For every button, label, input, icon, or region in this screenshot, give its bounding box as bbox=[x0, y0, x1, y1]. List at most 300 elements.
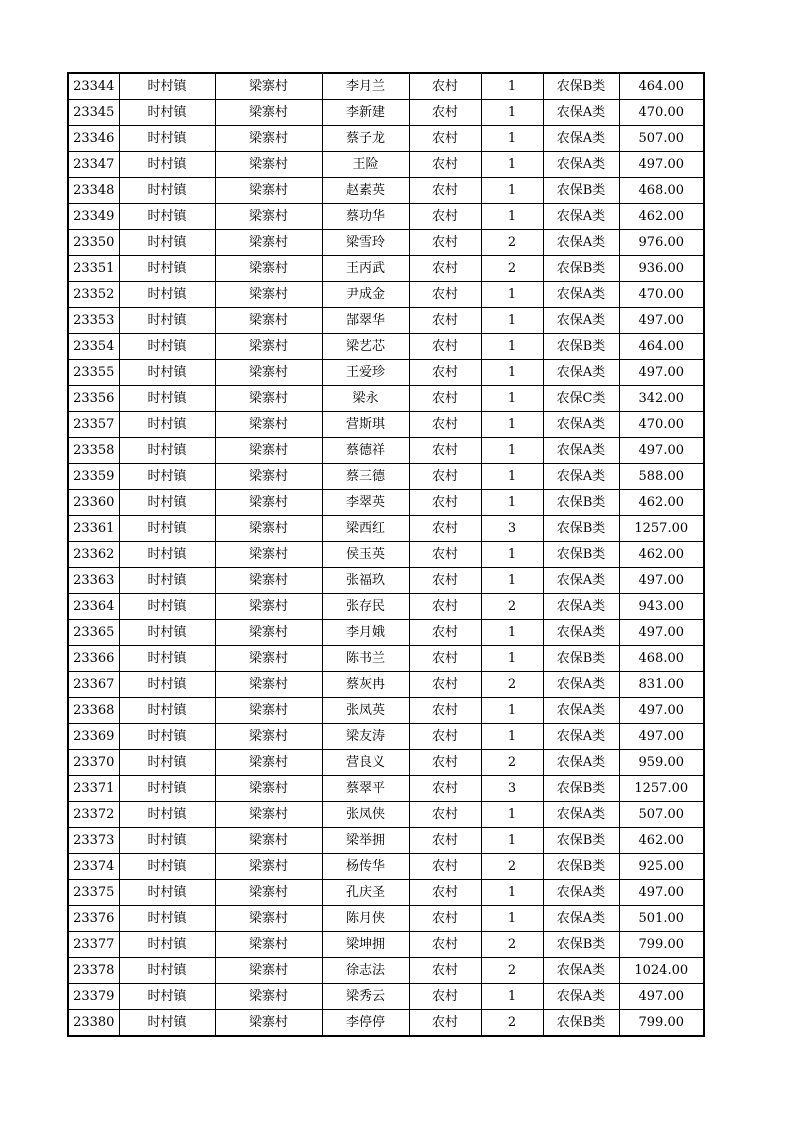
town-cell: 时村镇 bbox=[119, 932, 215, 958]
town-cell: 时村镇 bbox=[119, 178, 215, 204]
village-cell: 梁寨村 bbox=[215, 256, 322, 282]
record-id-cell: 23344 bbox=[68, 73, 119, 100]
name-cell: 营良义 bbox=[322, 750, 409, 776]
village-cell: 梁寨村 bbox=[215, 360, 322, 386]
town-cell: 时村镇 bbox=[119, 152, 215, 178]
name-cell: 蔡功华 bbox=[322, 204, 409, 230]
area-type-cell: 农村 bbox=[409, 854, 481, 880]
name-cell: 梁艺芯 bbox=[322, 334, 409, 360]
household-size-cell: 1 bbox=[481, 282, 543, 308]
household-size-cell: 1 bbox=[481, 308, 543, 334]
household-size-cell: 2 bbox=[481, 230, 543, 256]
area-type-cell: 农村 bbox=[409, 334, 481, 360]
amount-cell: 497.00 bbox=[619, 438, 704, 464]
name-cell: 张凤英 bbox=[322, 698, 409, 724]
table-row bbox=[68, 620, 704, 646]
table-row bbox=[68, 1010, 704, 1037]
area-type-cell: 农村 bbox=[409, 932, 481, 958]
name-cell: 李新建 bbox=[322, 100, 409, 126]
town-cell: 时村镇 bbox=[119, 73, 215, 100]
area-type-cell: 农村 bbox=[409, 880, 481, 906]
household-size-cell: 2 bbox=[481, 932, 543, 958]
area-type-cell: 农村 bbox=[409, 412, 481, 438]
table-row bbox=[68, 568, 704, 594]
town-cell: 时村镇 bbox=[119, 126, 215, 152]
name-cell: 陈书兰 bbox=[322, 646, 409, 672]
village-cell: 梁寨村 bbox=[215, 230, 322, 256]
town-cell: 时村镇 bbox=[119, 282, 215, 308]
table-row bbox=[68, 334, 704, 360]
insurance-category-cell: 农保A类 bbox=[543, 672, 619, 698]
record-id-cell: 23354 bbox=[68, 334, 119, 360]
town-cell: 时村镇 bbox=[119, 906, 215, 932]
table-row bbox=[68, 958, 704, 984]
town-cell: 时村镇 bbox=[119, 542, 215, 568]
amount-cell: 497.00 bbox=[619, 698, 704, 724]
household-size-cell: 1 bbox=[481, 152, 543, 178]
town-cell: 时村镇 bbox=[119, 594, 215, 620]
table-row bbox=[68, 100, 704, 126]
village-cell: 梁寨村 bbox=[215, 464, 322, 490]
household-size-cell: 2 bbox=[481, 854, 543, 880]
amount-cell: 470.00 bbox=[619, 412, 704, 438]
name-cell: 郜翠华 bbox=[322, 308, 409, 334]
insurance-category-cell: 农保B类 bbox=[543, 776, 619, 802]
table-row bbox=[68, 776, 704, 802]
village-cell: 梁寨村 bbox=[215, 516, 322, 542]
village-cell: 梁寨村 bbox=[215, 568, 322, 594]
amount-cell: 497.00 bbox=[619, 880, 704, 906]
insurance-category-cell: 农保B类 bbox=[543, 854, 619, 880]
name-cell: 李月娥 bbox=[322, 620, 409, 646]
amount-cell: 462.00 bbox=[619, 204, 704, 230]
name-cell: 李停停 bbox=[322, 1010, 409, 1037]
table-body bbox=[68, 73, 704, 1036]
name-cell: 徐志法 bbox=[322, 958, 409, 984]
amount-cell: 507.00 bbox=[619, 126, 704, 152]
table-row bbox=[68, 724, 704, 750]
household-size-cell: 1 bbox=[481, 646, 543, 672]
amount-cell: 959.00 bbox=[619, 750, 704, 776]
insurance-category-cell: 农保B类 bbox=[543, 73, 619, 100]
insurance-category-cell: 农保A类 bbox=[543, 958, 619, 984]
name-cell: 蔡翠平 bbox=[322, 776, 409, 802]
insurance-category-cell: 农保B类 bbox=[543, 932, 619, 958]
record-id-cell: 23367 bbox=[68, 672, 119, 698]
amount-cell: 470.00 bbox=[619, 100, 704, 126]
record-id-cell: 23370 bbox=[68, 750, 119, 776]
village-cell: 梁寨村 bbox=[215, 854, 322, 880]
insurance-category-cell: 农保A类 bbox=[543, 230, 619, 256]
amount-cell: 507.00 bbox=[619, 802, 704, 828]
household-size-cell: 1 bbox=[481, 698, 543, 724]
town-cell: 时村镇 bbox=[119, 308, 215, 334]
name-cell: 孔庆圣 bbox=[322, 880, 409, 906]
name-cell: 陈月侠 bbox=[322, 906, 409, 932]
village-cell: 梁寨村 bbox=[215, 802, 322, 828]
name-cell: 王爱珍 bbox=[322, 360, 409, 386]
area-type-cell: 农村 bbox=[409, 516, 481, 542]
town-cell: 时村镇 bbox=[119, 1010, 215, 1037]
table-row bbox=[68, 178, 704, 204]
name-cell: 杨传华 bbox=[322, 854, 409, 880]
town-cell: 时村镇 bbox=[119, 568, 215, 594]
area-type-cell: 农村 bbox=[409, 204, 481, 230]
area-type-cell: 农村 bbox=[409, 256, 481, 282]
town-cell: 时村镇 bbox=[119, 464, 215, 490]
record-id-cell: 23351 bbox=[68, 256, 119, 282]
table-row bbox=[68, 386, 704, 412]
amount-cell: 1257.00 bbox=[619, 516, 704, 542]
record-id-cell: 23373 bbox=[68, 828, 119, 854]
record-id-cell: 23366 bbox=[68, 646, 119, 672]
record-id-cell: 23363 bbox=[68, 568, 119, 594]
amount-cell: 497.00 bbox=[619, 152, 704, 178]
record-id-cell: 23359 bbox=[68, 464, 119, 490]
name-cell: 蔡子龙 bbox=[322, 126, 409, 152]
area-type-cell: 农村 bbox=[409, 490, 481, 516]
village-cell: 梁寨村 bbox=[215, 204, 322, 230]
town-cell: 时村镇 bbox=[119, 490, 215, 516]
area-type-cell: 农村 bbox=[409, 282, 481, 308]
area-type-cell: 农村 bbox=[409, 100, 481, 126]
amount-cell: 497.00 bbox=[619, 724, 704, 750]
village-cell: 梁寨村 bbox=[215, 490, 322, 516]
household-size-cell: 3 bbox=[481, 776, 543, 802]
town-cell: 时村镇 bbox=[119, 802, 215, 828]
amount-cell: 936.00 bbox=[619, 256, 704, 282]
area-type-cell: 农村 bbox=[409, 542, 481, 568]
amount-cell: 588.00 bbox=[619, 464, 704, 490]
area-type-cell: 农村 bbox=[409, 750, 481, 776]
area-type-cell: 农村 bbox=[409, 126, 481, 152]
town-cell: 时村镇 bbox=[119, 984, 215, 1010]
village-cell: 梁寨村 bbox=[215, 698, 322, 724]
area-type-cell: 农村 bbox=[409, 568, 481, 594]
household-size-cell: 1 bbox=[481, 178, 543, 204]
name-cell: 蔡灰冉 bbox=[322, 672, 409, 698]
village-cell: 梁寨村 bbox=[215, 958, 322, 984]
village-cell: 梁寨村 bbox=[215, 1010, 322, 1037]
household-size-cell: 1 bbox=[481, 204, 543, 230]
town-cell: 时村镇 bbox=[119, 776, 215, 802]
insurance-category-cell: 农保B类 bbox=[543, 542, 619, 568]
name-cell: 张福玖 bbox=[322, 568, 409, 594]
village-cell: 梁寨村 bbox=[215, 646, 322, 672]
household-size-cell: 1 bbox=[481, 73, 543, 100]
name-cell: 李翠英 bbox=[322, 490, 409, 516]
amount-cell: 464.00 bbox=[619, 334, 704, 360]
household-size-cell: 1 bbox=[481, 542, 543, 568]
village-cell: 梁寨村 bbox=[215, 152, 322, 178]
village-cell: 梁寨村 bbox=[215, 880, 322, 906]
record-id-cell: 23374 bbox=[68, 854, 119, 880]
name-cell: 梁秀云 bbox=[322, 984, 409, 1010]
village-cell: 梁寨村 bbox=[215, 126, 322, 152]
name-cell: 赵素英 bbox=[322, 178, 409, 204]
record-id-cell: 23364 bbox=[68, 594, 119, 620]
table-row bbox=[68, 490, 704, 516]
insurance-category-cell: 农保A类 bbox=[543, 620, 619, 646]
area-type-cell: 农村 bbox=[409, 776, 481, 802]
village-cell: 梁寨村 bbox=[215, 178, 322, 204]
town-cell: 时村镇 bbox=[119, 516, 215, 542]
town-cell: 时村镇 bbox=[119, 880, 215, 906]
amount-cell: 831.00 bbox=[619, 672, 704, 698]
area-type-cell: 农村 bbox=[409, 360, 481, 386]
amount-cell: 462.00 bbox=[619, 542, 704, 568]
insurance-category-cell: 农保A类 bbox=[543, 126, 619, 152]
table-row bbox=[68, 516, 704, 542]
name-cell: 侯玉英 bbox=[322, 542, 409, 568]
record-id-cell: 23379 bbox=[68, 984, 119, 1010]
town-cell: 时村镇 bbox=[119, 672, 215, 698]
name-cell: 梁西红 bbox=[322, 516, 409, 542]
town-cell: 时村镇 bbox=[119, 256, 215, 282]
household-size-cell: 1 bbox=[481, 620, 543, 646]
record-id-cell: 23378 bbox=[68, 958, 119, 984]
village-cell: 梁寨村 bbox=[215, 828, 322, 854]
amount-cell: 925.00 bbox=[619, 854, 704, 880]
area-type-cell: 农村 bbox=[409, 620, 481, 646]
record-id-cell: 23347 bbox=[68, 152, 119, 178]
table-row bbox=[68, 646, 704, 672]
table-row bbox=[68, 308, 704, 334]
town-cell: 时村镇 bbox=[119, 438, 215, 464]
amount-cell: 501.00 bbox=[619, 906, 704, 932]
area-type-cell: 农村 bbox=[409, 724, 481, 750]
name-cell: 营斯琪 bbox=[322, 412, 409, 438]
record-id-cell: 23369 bbox=[68, 724, 119, 750]
town-cell: 时村镇 bbox=[119, 698, 215, 724]
insurance-category-cell: 农保A类 bbox=[543, 204, 619, 230]
name-cell: 蔡三德 bbox=[322, 464, 409, 490]
household-size-cell: 1 bbox=[481, 100, 543, 126]
name-cell: 蔡德祥 bbox=[322, 438, 409, 464]
table-row bbox=[68, 542, 704, 568]
table-row bbox=[68, 73, 704, 100]
household-size-cell: 1 bbox=[481, 438, 543, 464]
record-id-cell: 23353 bbox=[68, 308, 119, 334]
village-cell: 梁寨村 bbox=[215, 906, 322, 932]
name-cell: 李月兰 bbox=[322, 73, 409, 100]
table-row bbox=[68, 828, 704, 854]
record-id-cell: 23357 bbox=[68, 412, 119, 438]
town-cell: 时村镇 bbox=[119, 412, 215, 438]
household-size-cell: 1 bbox=[481, 568, 543, 594]
insurance-category-cell: 农保A类 bbox=[543, 308, 619, 334]
insurance-category-cell: 农保A类 bbox=[543, 438, 619, 464]
insurance-category-cell: 农保B类 bbox=[543, 256, 619, 282]
village-cell: 梁寨村 bbox=[215, 386, 322, 412]
record-id-cell: 23375 bbox=[68, 880, 119, 906]
table-row bbox=[68, 204, 704, 230]
insurance-category-cell: 农保B类 bbox=[543, 490, 619, 516]
household-size-cell: 1 bbox=[481, 334, 543, 360]
amount-cell: 1024.00 bbox=[619, 958, 704, 984]
record-id-cell: 23345 bbox=[68, 100, 119, 126]
town-cell: 时村镇 bbox=[119, 750, 215, 776]
household-size-cell: 1 bbox=[481, 464, 543, 490]
village-cell: 梁寨村 bbox=[215, 308, 322, 334]
household-size-cell: 2 bbox=[481, 672, 543, 698]
insurance-category-cell: 农保A类 bbox=[543, 802, 619, 828]
area-type-cell: 农村 bbox=[409, 438, 481, 464]
town-cell: 时村镇 bbox=[119, 230, 215, 256]
village-cell: 梁寨村 bbox=[215, 542, 322, 568]
household-size-cell: 1 bbox=[481, 828, 543, 854]
village-cell: 梁寨村 bbox=[215, 932, 322, 958]
household-size-cell: 1 bbox=[481, 490, 543, 516]
insurance-category-cell: 农保B类 bbox=[543, 516, 619, 542]
town-cell: 时村镇 bbox=[119, 334, 215, 360]
name-cell: 梁举拥 bbox=[322, 828, 409, 854]
village-cell: 梁寨村 bbox=[215, 750, 322, 776]
household-size-cell: 1 bbox=[481, 802, 543, 828]
household-size-cell: 2 bbox=[481, 256, 543, 282]
household-size-cell: 2 bbox=[481, 750, 543, 776]
village-cell: 梁寨村 bbox=[215, 73, 322, 100]
household-size-cell: 1 bbox=[481, 386, 543, 412]
table-row bbox=[68, 698, 704, 724]
village-cell: 梁寨村 bbox=[215, 594, 322, 620]
table-row bbox=[68, 256, 704, 282]
area-type-cell: 农村 bbox=[409, 672, 481, 698]
table-row bbox=[68, 464, 704, 490]
record-id-cell: 23355 bbox=[68, 360, 119, 386]
town-cell: 时村镇 bbox=[119, 958, 215, 984]
insurance-category-cell: 农保A类 bbox=[543, 360, 619, 386]
village-cell: 梁寨村 bbox=[215, 100, 322, 126]
insurance-category-cell: 农保A类 bbox=[543, 568, 619, 594]
amount-cell: 497.00 bbox=[619, 360, 704, 386]
household-size-cell: 3 bbox=[481, 516, 543, 542]
record-id-cell: 23349 bbox=[68, 204, 119, 230]
insurance-category-cell: 农保B类 bbox=[543, 646, 619, 672]
amount-cell: 799.00 bbox=[619, 932, 704, 958]
insurance-category-cell: 农保A类 bbox=[543, 906, 619, 932]
table-row bbox=[68, 152, 704, 178]
area-type-cell: 农村 bbox=[409, 230, 481, 256]
area-type-cell: 农村 bbox=[409, 698, 481, 724]
name-cell: 张存民 bbox=[322, 594, 409, 620]
area-type-cell: 农村 bbox=[409, 594, 481, 620]
area-type-cell: 农村 bbox=[409, 178, 481, 204]
table-row bbox=[68, 906, 704, 932]
household-size-cell: 1 bbox=[481, 984, 543, 1010]
name-cell: 梁永 bbox=[322, 386, 409, 412]
record-id-cell: 23377 bbox=[68, 932, 119, 958]
name-cell: 王丙武 bbox=[322, 256, 409, 282]
area-type-cell: 农村 bbox=[409, 828, 481, 854]
area-type-cell: 农村 bbox=[409, 958, 481, 984]
household-size-cell: 1 bbox=[481, 360, 543, 386]
insurance-category-cell: 农保A类 bbox=[543, 152, 619, 178]
village-cell: 梁寨村 bbox=[215, 334, 322, 360]
town-cell: 时村镇 bbox=[119, 360, 215, 386]
household-size-cell: 2 bbox=[481, 958, 543, 984]
insurance-category-cell: 农保B类 bbox=[543, 828, 619, 854]
area-type-cell: 农村 bbox=[409, 1010, 481, 1037]
record-id-cell: 23361 bbox=[68, 516, 119, 542]
amount-cell: 943.00 bbox=[619, 594, 704, 620]
record-id-cell: 23376 bbox=[68, 906, 119, 932]
record-id-cell: 23362 bbox=[68, 542, 119, 568]
name-cell: 张凤侠 bbox=[322, 802, 409, 828]
town-cell: 时村镇 bbox=[119, 646, 215, 672]
town-cell: 时村镇 bbox=[119, 620, 215, 646]
amount-cell: 497.00 bbox=[619, 984, 704, 1010]
amount-cell: 462.00 bbox=[619, 828, 704, 854]
record-id-cell: 23368 bbox=[68, 698, 119, 724]
amount-cell: 976.00 bbox=[619, 230, 704, 256]
town-cell: 时村镇 bbox=[119, 854, 215, 880]
area-type-cell: 农村 bbox=[409, 152, 481, 178]
record-id-cell: 23372 bbox=[68, 802, 119, 828]
amount-cell: 799.00 bbox=[619, 1010, 704, 1037]
amount-cell: 1257.00 bbox=[619, 776, 704, 802]
table-row bbox=[68, 932, 704, 958]
table-row bbox=[68, 282, 704, 308]
town-cell: 时村镇 bbox=[119, 828, 215, 854]
insurance-category-cell: 农保B类 bbox=[543, 1010, 619, 1037]
record-id-cell: 23352 bbox=[68, 282, 119, 308]
insurance-category-cell: 农保B类 bbox=[543, 178, 619, 204]
town-cell: 时村镇 bbox=[119, 724, 215, 750]
amount-cell: 468.00 bbox=[619, 178, 704, 204]
amount-cell: 497.00 bbox=[619, 308, 704, 334]
amount-cell: 470.00 bbox=[619, 282, 704, 308]
table-row bbox=[68, 412, 704, 438]
village-cell: 梁寨村 bbox=[215, 412, 322, 438]
record-id-cell: 23346 bbox=[68, 126, 119, 152]
record-id-cell: 23348 bbox=[68, 178, 119, 204]
record-id-cell: 23360 bbox=[68, 490, 119, 516]
amount-cell: 464.00 bbox=[619, 73, 704, 100]
town-cell: 时村镇 bbox=[119, 204, 215, 230]
insurance-category-cell: 农保B类 bbox=[543, 334, 619, 360]
insurance-category-cell: 农保A类 bbox=[543, 750, 619, 776]
area-type-cell: 农村 bbox=[409, 646, 481, 672]
amount-cell: 497.00 bbox=[619, 620, 704, 646]
amount-cell: 342.00 bbox=[619, 386, 704, 412]
insurance-category-cell: 农保A类 bbox=[543, 698, 619, 724]
table-row bbox=[68, 880, 704, 906]
name-cell: 梁坤拥 bbox=[322, 932, 409, 958]
table-row bbox=[68, 854, 704, 880]
amount-cell: 462.00 bbox=[619, 490, 704, 516]
insurance-category-cell: 农保A类 bbox=[543, 880, 619, 906]
village-cell: 梁寨村 bbox=[215, 438, 322, 464]
town-cell: 时村镇 bbox=[119, 100, 215, 126]
household-size-cell: 2 bbox=[481, 1010, 543, 1037]
area-type-cell: 农村 bbox=[409, 906, 481, 932]
insurance-category-cell: 农保A类 bbox=[543, 464, 619, 490]
area-type-cell: 农村 bbox=[409, 464, 481, 490]
name-cell: 王险 bbox=[322, 152, 409, 178]
insurance-category-cell: 农保A类 bbox=[543, 100, 619, 126]
village-cell: 梁寨村 bbox=[215, 984, 322, 1010]
name-cell: 梁友涛 bbox=[322, 724, 409, 750]
table-row bbox=[68, 360, 704, 386]
table-row bbox=[68, 802, 704, 828]
village-cell: 梁寨村 bbox=[215, 724, 322, 750]
insurance-category-cell: 农保A类 bbox=[543, 282, 619, 308]
area-type-cell: 农村 bbox=[409, 73, 481, 100]
table-row bbox=[68, 750, 704, 776]
household-size-cell: 1 bbox=[481, 880, 543, 906]
household-size-cell: 1 bbox=[481, 126, 543, 152]
